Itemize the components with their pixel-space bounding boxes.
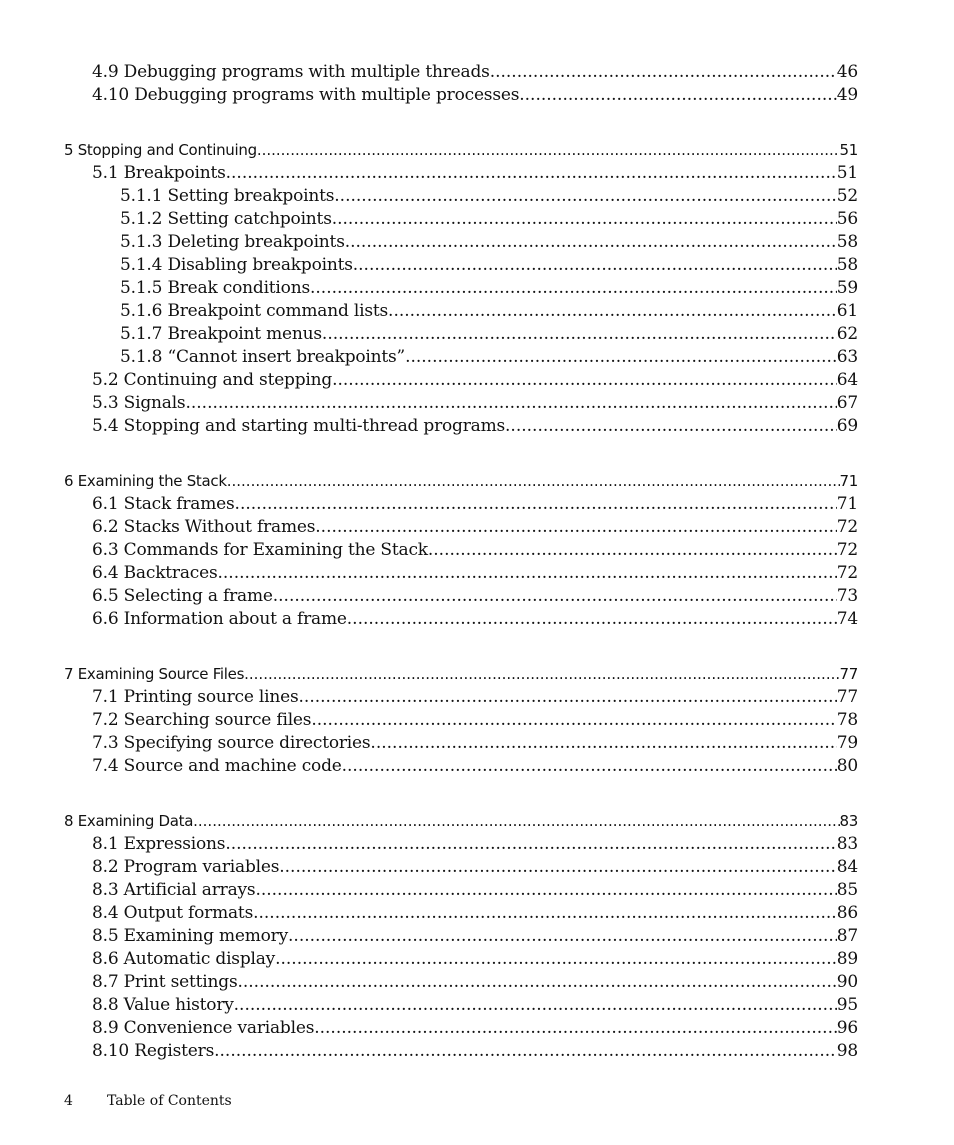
toc-entry-label: 4.9 Debugging programs with multiple threads	[92, 62, 490, 82]
toc-dot-leader	[311, 709, 836, 732]
toc-dot-leader	[388, 300, 837, 323]
toc-dot-leader	[193, 810, 839, 833]
toc-dot-leader	[237, 971, 836, 994]
toc-section-entry[interactable]	[92, 732, 858, 755]
toc-entry-page-number: 64	[836, 370, 858, 390]
toc-entry-page-number: 79	[836, 733, 858, 753]
toc-entry-label: 6.3 Commands for Examining the Stack	[92, 540, 428, 560]
toc-dot-leader	[226, 162, 837, 185]
toc-entry-label: 5.4 Stopping and starting multi-thread programs	[92, 416, 506, 436]
toc-entry-page-number: 52	[836, 186, 858, 206]
toc-entry-page-number: 77	[839, 665, 858, 683]
toc-dot-leader	[253, 902, 837, 925]
toc-section-entry[interactable]	[92, 493, 858, 516]
toc-section-entry[interactable]	[92, 971, 858, 994]
toc-section-entry[interactable]	[92, 856, 858, 879]
toc-section-entry[interactable]	[92, 415, 858, 438]
toc-section-entry[interactable]	[120, 277, 858, 300]
toc-dot-leader	[405, 346, 837, 369]
toc-entry-page-number: 56	[836, 209, 858, 229]
toc-dot-leader	[332, 369, 837, 392]
toc-dot-leader	[235, 493, 837, 516]
toc-entry-page-number: 84	[836, 857, 858, 877]
toc-dot-leader	[519, 84, 837, 107]
toc-entry-label: 8.8 Value history	[92, 995, 234, 1015]
toc-dot-leader	[279, 856, 837, 879]
footer-running-title: Table of Contents	[107, 1093, 232, 1109]
toc-section-entry[interactable]	[92, 585, 858, 608]
toc-entry-page-number: 72	[836, 517, 858, 537]
toc-entry-page-number: 62	[836, 324, 858, 344]
toc-entry-page-number: 72	[836, 563, 858, 583]
toc-section-entry[interactable]	[92, 84, 858, 107]
toc-dot-leader	[299, 686, 837, 709]
toc-dot-leader	[218, 562, 837, 585]
toc-section-entry[interactable]	[92, 61, 858, 84]
toc-entry-page-number: 46	[836, 62, 858, 82]
toc-section-entry[interactable]	[92, 392, 858, 415]
toc-section-entry[interactable]	[92, 994, 858, 1017]
toc-entry-page-number: 80	[836, 756, 858, 776]
toc-chapter-entry[interactable]	[64, 810, 858, 833]
toc-dot-leader	[322, 323, 837, 346]
toc-entry-label: 5.1.7 Breakpoint menus	[120, 324, 322, 344]
toc-entry-label: 8.2 Program variables	[92, 857, 280, 877]
toc-section-entry[interactable]	[120, 254, 858, 277]
toc-dot-leader	[288, 925, 837, 948]
toc-dot-leader	[244, 663, 839, 686]
toc-entry-label: 6.5 Selecting a frame	[92, 586, 273, 606]
toc-entry-page-number: 96	[836, 1018, 858, 1038]
toc-entry-page-number: 71	[839, 472, 858, 490]
toc-entry-label: 5 Stopping and Continuing	[64, 141, 257, 159]
toc-section-entry[interactable]	[92, 925, 858, 948]
toc-dot-leader	[314, 1017, 837, 1040]
toc-entry-page-number: 95	[836, 995, 858, 1015]
toc-entry-label: 8.10 Registers	[92, 1041, 215, 1061]
toc-section-entry[interactable]	[92, 948, 858, 971]
toc-entry-page-number: 61	[836, 301, 858, 321]
toc-dot-leader	[255, 879, 836, 902]
toc-entry-label: 8.5 Examining memory	[92, 926, 289, 946]
toc-entry-page-number: 67	[836, 393, 858, 413]
toc-entry-label: 5.2 Continuing and stepping	[92, 370, 333, 390]
toc-entry-page-number: 59	[836, 278, 858, 298]
toc-section-entry[interactable]	[92, 162, 858, 185]
toc-entry-page-number: 85	[836, 880, 858, 900]
toc-entry-page-number: 63	[836, 347, 858, 367]
toc-dot-leader	[370, 732, 836, 755]
toc-chapter-entry[interactable]	[64, 663, 858, 686]
toc-section-entry[interactable]	[120, 346, 858, 369]
toc-section-entry[interactable]	[92, 879, 858, 902]
toc-entry-label: 5.1.4 Disabling breakpoints	[120, 255, 353, 275]
toc-entry-label: 7.4 Source and machine code	[92, 756, 342, 776]
toc-section-entry[interactable]	[120, 231, 858, 254]
toc-entry-label: 6.6 Information about a frame	[92, 609, 347, 629]
toc-entry-label: 8.6 Automatic display	[92, 949, 276, 969]
toc-chapter-entry[interactable]	[64, 139, 858, 162]
toc-dot-leader	[275, 948, 837, 971]
toc-dot-leader	[227, 470, 840, 493]
toc-entry-label: 6.4 Backtraces	[92, 563, 218, 583]
toc-entry-label: 8 Examining Data	[64, 812, 194, 830]
toc-entry-page-number: 89	[836, 949, 858, 969]
toc-entry-page-number: 51	[839, 141, 858, 159]
toc-dot-leader	[353, 254, 837, 277]
toc-entry-label: 5.1.2 Setting catchpoints	[120, 209, 332, 229]
toc-section-entry[interactable]	[92, 516, 858, 539]
toc-entry-label: 8.4 Output formats	[92, 903, 254, 923]
toc-entry-label: 8.1 Expressions	[92, 834, 226, 854]
toc-entry-page-number: 73	[836, 586, 858, 606]
toc-dot-leader	[342, 755, 837, 778]
toc-entry-label: 6 Examining the Stack	[64, 472, 227, 490]
toc-section-entry[interactable]	[92, 709, 858, 732]
toc-entry-page-number: 83	[836, 834, 858, 854]
toc-entry-label: 5.1.8 “Cannot insert breakpoints”	[120, 347, 406, 367]
toc-dot-leader	[315, 516, 836, 539]
toc-chapter-entry[interactable]	[64, 470, 858, 493]
toc-entry-label: 7.1 Printing source lines	[92, 687, 299, 707]
toc-entry-label: 4.10 Debugging programs with multiple processes	[92, 85, 520, 105]
page-footer	[64, 1093, 232, 1109]
toc-entry-label: 5.1 Breakpoints	[92, 163, 226, 183]
toc-dot-leader	[234, 994, 837, 1017]
toc-section-entry[interactable]	[92, 833, 858, 856]
toc-entry-page-number: 78	[836, 710, 858, 730]
toc-dot-leader	[257, 139, 840, 162]
toc-dot-leader	[428, 539, 837, 562]
toc-entry-label: 5.1.3 Deleting breakpoints	[120, 232, 345, 252]
toc-dot-leader	[273, 585, 837, 608]
toc-dot-leader	[347, 608, 837, 631]
toc-section-entry[interactable]	[120, 323, 858, 346]
toc-entry-page-number: 77	[836, 687, 858, 707]
toc-dot-leader	[505, 415, 837, 438]
footer-page-number: 4	[64, 1093, 73, 1109]
toc-entry-label: 5.1.6 Breakpoint command lists	[120, 301, 389, 321]
toc-dot-leader	[225, 833, 836, 856]
toc-entry-label: 7 Examining Source Files	[64, 665, 245, 683]
toc-entry-page-number: 74	[836, 609, 858, 629]
toc-entry-page-number: 58	[836, 255, 858, 275]
toc-section-entry[interactable]	[92, 686, 858, 709]
toc-section-entry[interactable]	[92, 755, 858, 778]
toc-section-entry[interactable]	[92, 608, 858, 631]
toc-entry-label: 5.1.5 Break conditions	[120, 278, 310, 298]
toc-entry-page-number: 51	[836, 163, 858, 183]
toc-entry-label: 5.1.1 Setting breakpoints	[120, 186, 335, 206]
toc-entry-page-number: 86	[836, 903, 858, 923]
toc-entry-label: 7.2 Searching source files	[92, 710, 312, 730]
toc-dot-leader	[490, 61, 837, 84]
toc-entry-page-number: 49	[836, 85, 858, 105]
toc-entry-page-number: 98	[836, 1041, 858, 1061]
toc-entry-page-number: 83	[839, 812, 858, 830]
toc-section-entry[interactable]	[92, 1017, 858, 1040]
toc-section-entry[interactable]	[92, 539, 858, 562]
toc-dot-leader	[185, 392, 836, 415]
toc-section-entry[interactable]	[120, 300, 858, 323]
toc-section-entry[interactable]	[120, 185, 858, 208]
toc-section-entry[interactable]	[92, 369, 858, 392]
toc-section-entry[interactable]	[92, 562, 858, 585]
toc-entry-page-number: 90	[836, 972, 858, 992]
toc-entry-page-number: 58	[836, 232, 858, 252]
toc-entry-label: 6.2 Stacks Without frames	[92, 517, 316, 537]
toc-entry-label: 8.9 Convenience variables	[92, 1018, 315, 1038]
toc-entry-label: 6.1 Stack frames	[92, 494, 235, 514]
toc-dot-leader	[214, 1040, 837, 1063]
toc-entry-page-number: 72	[836, 540, 858, 560]
toc-dot-leader	[345, 231, 837, 254]
toc-dot-leader	[310, 277, 837, 300]
toc-dot-leader	[332, 208, 837, 231]
toc-entry-page-number: 87	[836, 926, 858, 946]
toc-dot-leader	[334, 185, 837, 208]
toc-section-entry[interactable]	[120, 208, 858, 231]
toc-entry-label: 7.3 Specifying source directories	[92, 733, 371, 753]
toc-entry-page-number: 69	[836, 416, 858, 436]
toc-entry-label: 8.7 Print settings	[92, 972, 238, 992]
toc-entry-label: 8.3 Artificial arrays	[92, 880, 256, 900]
toc-entry-label: 5.3 Signals	[92, 393, 186, 413]
toc-entry-page-number: 71	[836, 494, 858, 514]
toc-section-entry[interactable]	[92, 1040, 858, 1063]
toc-section-entry[interactable]	[92, 902, 858, 925]
